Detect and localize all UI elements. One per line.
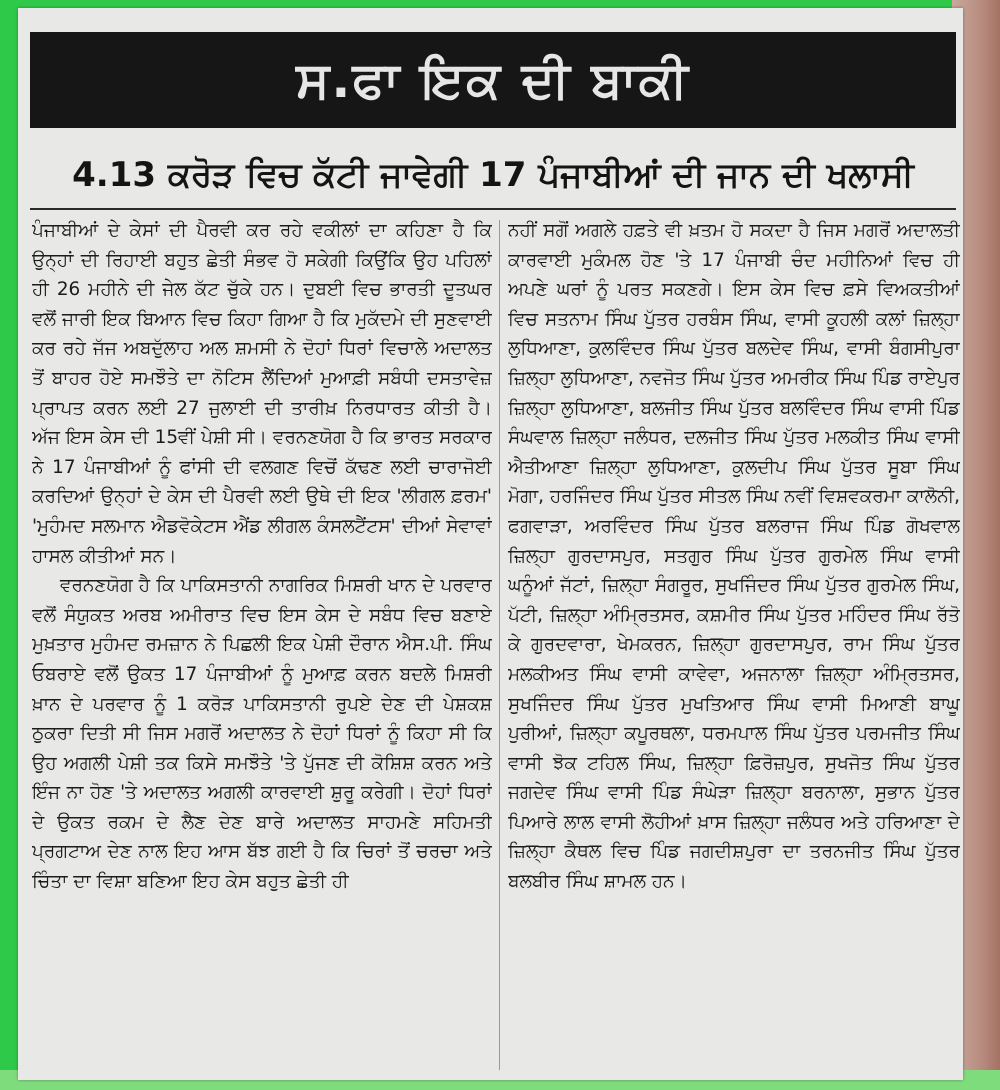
- section-banner: [30, 32, 956, 128]
- headline-text: 4.13 ਕਰੋੜ ਵਿਚ ਕੱਟੀ ਜਾਵੇਗੀ 17 ਪੰਜਾਬੀਆਂ ਦੀ ਜਾਨ ਦੀ ਖਲਾਸੀ: [72, 155, 914, 195]
- article-column-left: [32, 216, 492, 1076]
- newspaper-clipping: [18, 8, 963, 1080]
- article-paragraph-1: ਪੰਜਾਬੀਆਂ ਦੇ ਕੇਸਾਂ ਦੀ ਪੈਰਵੀ ਕਰ ਰਹੇ ਵਕੀਲਾਂ ਦਾ ਕਹਿਣਾ ਹੈ ਕਿ ਉਨ੍ਹਾਂ ਦੀ ਰਿਹਾਈ ਬਹੁਤ ਛੇਤੀ ਸੰਭਵ ਹੋ ਸਕੇਗੀ ਕਿਉਂਕਿ ਉਹ ਪਹਿਲਾਂ ਹੀ 26 ਮਹੀਨੇ ਦੀ ਜੇਲ ਕੱਟ ਚੁੱਕੇ ਹਨ। ਦੁਬਈ ਵਿਚ ਭਾਰਤੀ ਦੂਤਘਰ ਵਲੋਂ ਜਾਰੀ ਇਕ ਬਿਆਨ ਵਿਚ ਕਿਹਾ ਗਿਆ ਹੈ ਕਿ ਮੁਕੱਦਮੇ ਦੀ ਸੁਣਵਾਈ ਕਰ ਰਹੇ ਜੱਜ ਅਬਦੁੱਲਾਹ ਅਲ ਸ਼ਮਸੀ ਨੇ ਦੋਹਾਂ ਧਿਰਾਂ ਵਿਚਾਲੇ ਅਦਾਲਤ ਤੋਂ ਬਾਹਰ ਹੋਏ ਸਮਝੌਤੇ ਦਾ ਨੋਟਿਸ ਲੈਂਦਿਆਂ ਮੁਆਫ਼ੀ ਸਬੰਧੀ ਦਸਤਾਵੇਜ਼ ਪ੍ਰਾਪਤ ਕਰਨ ਲਈ 27 ਜੁਲਾਈ ਦੀ ਤਾਰੀਖ਼ ਨਿਰਧਾਰਤ ਕੀਤੀ ਹੈ। ਅੱਜ ਇਸ ਕੇਸ ਦੀ 15ਵੀਂ ਪੇਸ਼ੀ ਸੀ। ਵਰਨਣਯੋਗ ਹੈ ਕਿ ਭਾਰਤ ਸਰਕਾਰ ਨੇ 17 ਪੰਜਾਬੀਆਂ ਨੂੰ ਫਾਂਸੀ ਦੀ ਵਲਗਣ ਵਿਚੋਂ ਕੱਢਣ ਲਈ ਚਾਰਾਜੋਈ ਕਰਦਿਆਂ ਉਨ੍ਹਾਂ ਦੇ ਕੇਸ ਦੀ ਪੈਰਵੀ ਲਈ ਉਥੇ ਦੀ ਇਕ 'ਲੀਗਲ ਫ਼ਰਮ' 'ਮੁਹੰਮਦ ਸਲਮਾਨ ਐਡਵੋਕੇਟਸ ਐਂਡ ਲੀਗਲ ਕੰਸਲਟੈਂਟਸ' ਦੀਆਂ ਸੇਵਾਵਾਂ ਹਾਸਲ ਕੀਤੀਆਂ ਸਨ।: [32, 220, 492, 567]
- banner-title: ਸ.ਫਾ ਇਕ ਦੀ ਬਾਕੀ: [296, 51, 690, 109]
- article-paragraph-3: ਨਹੀਂ ਸਗੋਂ ਅਗਲੇ ਹਫ਼ਤੇ ਵੀ ਖ਼ਤਮ ਹੋ ਸਕਦਾ ਹੈ ਜਿਸ ਮਗਰੋਂ ਅਦਾਲਤੀ ਕਾਰਵਾਈ ਮੁਕੰਮਲ ਹੋਣ 'ਤੇ 17 ਪੰਜਾਬੀ ਚੰਦ ਮਹੀਨਿਆਂ ਵਿਚ ਹੀ ਅਪਣੇ ਘਰਾਂ ਨੂੰ ਪਰਤ ਸਕਣਗੇ। ਇਸ ਕੇਸ ਵਿਚ ਫ਼ਸੇ ਵਿਅਕਤੀਆਂ ਵਿਚ ਸਤਨਾਮ ਸਿੰਘ ਪੁੱਤਰ ਹਰਬੰਸ ਸਿੰਘ, ਵਾਸੀ ਕੂਹਲੀ ਕਲਾਂ ਜ਼ਿਲ੍ਹਾ ਲੁਧਿਆਣਾ, ਕੁਲਵਿੰਦਰ ਸਿੰਘ ਪੁੱਤਰ ਬਲਦੇਵ ਸਿੰਘ, ਵਾਸੀ ਬੰਗਸੀਪੁਰਾ ਜ਼ਿਲ੍ਹਾ ਲੁਧਿਆਣਾ, ਨਵਜੋਤ ਸਿੰਘ ਪੁੱਤਰ ਅਮਰੀਕ ਸਿੰਘ ਪਿੰਡ ਰਾਏਪੁਰ ਜ਼ਿਲ੍ਹਾ ਲੁਧਿਆਣਾ, ਬਲਜੀਤ ਸਿੰਘ ਪੁੱਤਰ ਬਲਵਿੰਦਰ ਸਿੰਘ ਵਾਸੀ ਪਿੰਡ ਸੰਘਵਾਲ ਜ਼ਿਲ੍ਹਾ ਜਲੰਧਰ, ਦਲਜੀਤ ਸਿੰਘ ਪੁੱਤਰ ਮਲਕੀਤ ਸਿੰਘ ਵਾਸੀ ਐਤੀਆਣਾ ਜ਼ਿਲ੍ਹਾ ਲੁਧਿਆਣਾ, ਕੁਲਦੀਪ ਸਿੰਘ ਪੁੱਤਰ ਸੂਬਾ ਸਿੰਘ ਮੋਗਾ, ਹਰਜਿੰਦਰ ਸਿੰਘ ਪੁੱਤਰ ਸੀਤਲ ਸਿੰਘ ਨਵੀਂ ਵਿਸ਼ਵਕਰਮਾ ਕਾਲੋਨੀ, ਫਗਵਾੜਾ, ਅਰਵਿੰਦਰ ਸਿੰਘ ਪੁੱਤਰ ਬਲਰਾਜ ਸਿੰਘ ਪਿੰਡ ਗੋਖਵਾਲ ਜ਼ਿਲ੍ਹਾ ਗੁਰਦਾਸਪੁਰ, ਸਤਗੁਰ ਸਿੰਘ ਪੁੱਤਰ ਗੁਰਮੇਲ ਸਿੰਘ ਵਾਸੀ ਘਨੂੰਆਂ ਜੱਟਾਂ, ਜ਼ਿਲ੍ਹਾ ਸੰਗਰੂਰ, ਸੁਖਜਿੰਦਰ ਸਿੰਘ ਪੁੱਤਰ ਗੁਰਮੇਲ ਸਿੰਘ, ਪੱਟੀ, ਜ਼ਿਲ੍ਹਾ ਅੰਮ੍ਰਿਤਸਰ, ਕਸ਼ਮੀਰ ਸਿੰਘ ਪੁੱਤਰ ਮਹਿੰਦਰ ਸਿੰਘ ਰੱਤੋ ਕੇ ਗੁਰਦਵਾਰਾ, ਖੇਮਕਰਨ, ਜ਼ਿਲ੍ਹਾ ਗੁਰਦਾਸਪੁਰ, ਰਾਮ ਸਿੰਘ ਪੁੱਤਰ ਮਲਕੀਅਤ ਸਿੰਘ ਵਾਸੀ ਕਾਵੇਵਾ, ਅਜਨਾਲਾ ਜ਼ਿਲ੍ਹਾ ਅੰਮ੍ਰਿਤਸਰ, ਸੁਖਜਿੰਦਰ ਸਿੰਘ ਪੁੱਤਰ ਮੁਖਤਿਆਰ ਸਿੰਘ ਵਾਸੀ ਮਿਆਣੀ ਬਾਘੂ ਪੁਰੀਆਂ, ਜ਼ਿਲ੍ਹਾ ਕਪੂਰਥਲਾ, ਧਰਮਪਾਲ ਸਿੰਘ ਪੁੱਤਰ ਪਰਮਜੀਤ ਸਿੰਘ ਵਾਸੀ ਝੋਕ ਟਹਿਲ ਸਿੰਘ, ਜ਼ਿਲ੍ਹਾ ਫ਼ਿਰੋਜ਼ਪੁਰ, ਸੁਖਜੋਤ ਸਿੰਘ ਪੁੱਤਰ ਜਗਦੇਵ ਸਿੰਘ ਵਾਸੀ ਪਿੰਡ ਸੰਘੇੜਾ ਜ਼ਿਲ੍ਹਾ ਬਰਨਾਲਾ, ਸੁਭਾਨ ਪੁੱਤਰ ਪਿਆਰੇ ਲਾਲ ਵਾਸੀ ਲੋਹੀਆਂ ਖ਼ਾਸ ਜ਼ਿਲ੍ਹਾ ਜਲੰਧਰ ਅਤੇ ਹਰਿਆਣਾ ਦੇ ਜ਼ਿਲ੍ਹਾ ਕੈਥਲ ਵਿਚ ਪਿੰਡ ਜਗਦੀਸ਼ਪੁਰਾ ਦਾ ਤਰਨਜੀਤ ਸਿੰਘ ਪੁੱਤਰ ਬਲਬੀਰ ਸਿੰਘ ਸ਼ਾਮਲ ਹਨ।: [508, 220, 960, 893]
- headline-rule: [30, 208, 956, 210]
- column-divider: [499, 220, 500, 1070]
- headline: [30, 146, 956, 204]
- article-paragraph-2: ਵਰਨਣਯੋਗ ਹੈ ਕਿ ਪਾਕਿਸਤਾਨੀ ਨਾਗਰਿਕ ਮਿਸ਼ਰੀ ਖਾਨ ਦੇ ਪਰਵਾਰ ਵਲੋਂ ਸੰਯੁਕਤ ਅਰਬ ਅਮੀਰਾਤ ਵਿਚ ਇਸ ਕੇਸ ਦੇ ਸਬੰਧ ਵਿਚ ਬਣਾਏ ਮੁਖ਼ਤਾਰ ਮੁਹੰਮਦ ਰਮਜ਼ਾਨ ਨੇ ਪਿਛਲੀ ਇਕ ਪੇਸ਼ੀ ਦੌਰਾਨ ਐਸ.ਪੀ. ਸਿੰਘ ਓਬਰਾਏ ਵਲੋਂ ਉਕਤ 17 ਪੰਜਾਬੀਆਂ ਨੂੰ ਮੁਆਫ਼ ਕਰਨ ਬਦਲੇ ਮਿਸ਼ਰੀ ਖ਼ਾਨ ਦੇ ਪਰਵਾਰ ਨੂੰ 1 ਕਰੋੜ ਪਾਕਿਸਤਾਨੀ ਰੁਪਏ ਦੇਣ ਦੀ ਪੇਸ਼ਕਸ਼ ਠੁਕਰਾ ਦਿਤੀ ਸੀ ਜਿਸ ਮਗਰੋਂ ਅਦਾਲਤ ਨੇ ਦੋਹਾਂ ਧਿਰਾਂ ਨੂੰ ਕਿਹਾ ਸੀ ਕਿ ਉਹ ਅਗਲੀ ਪੇਸ਼ੀ ਤਕ ਕਿਸੇ ਸਮਝੌਤੇ 'ਤੇ ਪੁੱਜਣ ਦੀ ਕੋਸ਼ਿਸ਼ ਕਰਨ ਅਤੇ ਇੰਜ ਨਾ ਹੋਣ 'ਤੇ ਅਦਾਲਤ ਅਗਲੀ ਕਾਰਵਾਈ ਸ਼ੁਰੂ ਕਰੇਗੀ। ਦੋਹਾਂ ਧਿਰਾਂ ਦੇ ਉਕਤ ਰਕਮ ਦੇ ਲੈਣ ਦੇਣ ਬਾਰੇ ਅਦਾਲਤ ਸਾਹਮਣੇ ਸਹਿਮਤੀ ਪ੍ਰਗਟਾਅ ਦੇਣ ਨਾਲ ਇਹ ਆਸ ਬੱਝ ਗਈ ਹੈ ਕਿ ਚਿਰਾਂ ਤੋਂ ਚਰਚਾ ਅਤੇ ਚਿੰਤਾ ਦਾ ਵਿਸ਼ਾ ਬਣਿਆ ਇਹ ਕੇਸ ਬਹੁਤ ਛੇਤੀ ਹੀ: [32, 575, 492, 893]
- article-column-right: [508, 216, 960, 1076]
